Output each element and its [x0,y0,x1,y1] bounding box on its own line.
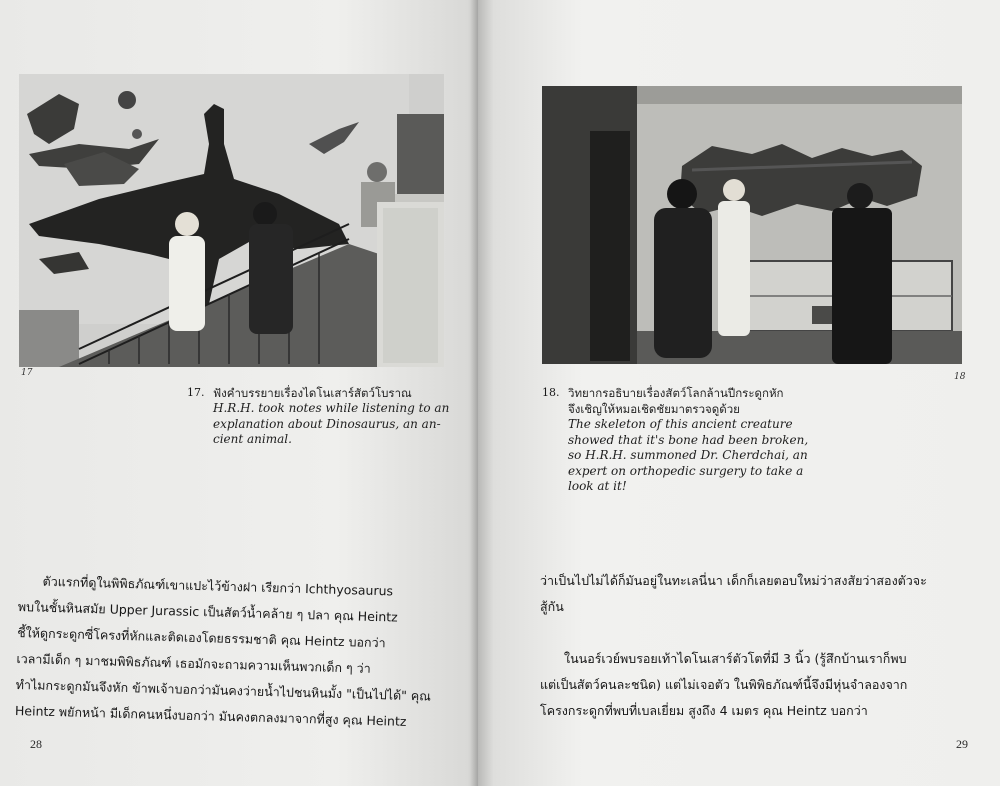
body-line: ชี้ให้ดูกระดูกซี่โครงที่หักและติดเองโดยธรรมชาติ คุณ Heintz บอกว่า [16,624,386,651]
caption-english-line: so H.R.H. summoned Dr. Cherdchai, an [568,448,808,462]
body-line: ทำไมกระดูกมันจึงหัก ข้าพเจ้าบอกว่ามันคงว่ายน้ำไปชนหินมั้ง "เป็นไปได้" คุณ [15,676,432,704]
body-text-right [540,568,990,620]
caption-english-line: cient animal. [213,432,292,446]
body-text-right-paragraph-2 [540,646,990,724]
page-number-right: 29 [956,737,968,751]
right-page [478,0,1000,786]
body-line: โครงกระดูกที่พบที่เบลเยี่ยม สูงถึง 4 เมตร คุณ Heintz บอกว่า [540,703,868,718]
body-line: สู้กัน [540,599,564,614]
caption-english-line: The skeleton of this ancient creature [568,417,793,431]
body-text-left [15,568,465,736]
caption-number: 17. [187,386,205,399]
body-line: แต่เป็นสัตว์คนละชนิด) แต่ไม่เจอตัว ในพิพิธภัณฑ์นี้จึงมีหุ่นจำลองจาก [540,677,908,692]
photo-number-18: 18 [954,372,966,382]
photo-number-17: 17 [21,368,33,378]
caption-english-line: explanation about Dinosaurus, an an- [213,416,441,431]
caption-english-line: expert on orthopedic surgery to take a [568,463,804,478]
caption-thai: ฟังคำบรรยายเรื่องไดโนเสาร์สัตว์โบราณ [213,386,412,400]
body-line: Heintz พยักหน้า มีเด็กคนหนึ่งบอกว่า มันคงตกลงมาจากที่สูง คุณ Heintz [14,702,407,729]
show-through-text [538,500,978,570]
body-line: ว่าเป็นไปไม่ได้ก็มันอยู่ในทะเลนี่นา เด็กก็เลยตอบใหม่ว่าสงสัยว่าสองตัวจะ [540,573,927,588]
caption-english-line: look at it! [568,479,627,493]
caption-18 [542,385,828,495]
body-line: ตัวแรกที่ดูในพิพิธภัณฑ์เขาแปะไว้ข้างฝา เรียกว่า Ichthyosaurus [42,573,394,599]
caption-number: 18. [542,386,560,399]
body-line: ในนอร์เวย์พบรอยเท้าไดโนเสาร์ตัวโตที่มี 3 นิ้ว (รู้สึกบ้านเราก็พบ [564,651,907,666]
photo-18-skeleton-display [542,86,962,364]
caption-thai-line: จึงเชิญให้หมอเชิดชัยมาตรวจดูด้วย [568,402,740,416]
body-line: เวลามีเด็ก ๆ มาชมพิพิธภัณฑ์ เธอมักจะถามความเห็นพวกเด็ก ๆ ว่า [16,650,371,676]
caption-english-line: showed that it's bone had been broken, [568,432,809,447]
caption-thai-line: วิทยากรอธิบายเรื่องสัตว์โลกล้านปีกระดูกหัก [568,386,784,400]
caption-17 [187,385,463,448]
left-page [0,0,482,786]
caption-english-line: H.R.H. took notes while listening to an [213,401,450,415]
photo-17-dinosaur-exhibit [19,74,444,367]
body-line: พบในชั้นหินสมัย Upper Jurassic เป็นสัตว์น้ำคล้าย ๆ ปลา คุณ Heintz [17,598,398,625]
page-number-left: 28 [30,737,42,751]
